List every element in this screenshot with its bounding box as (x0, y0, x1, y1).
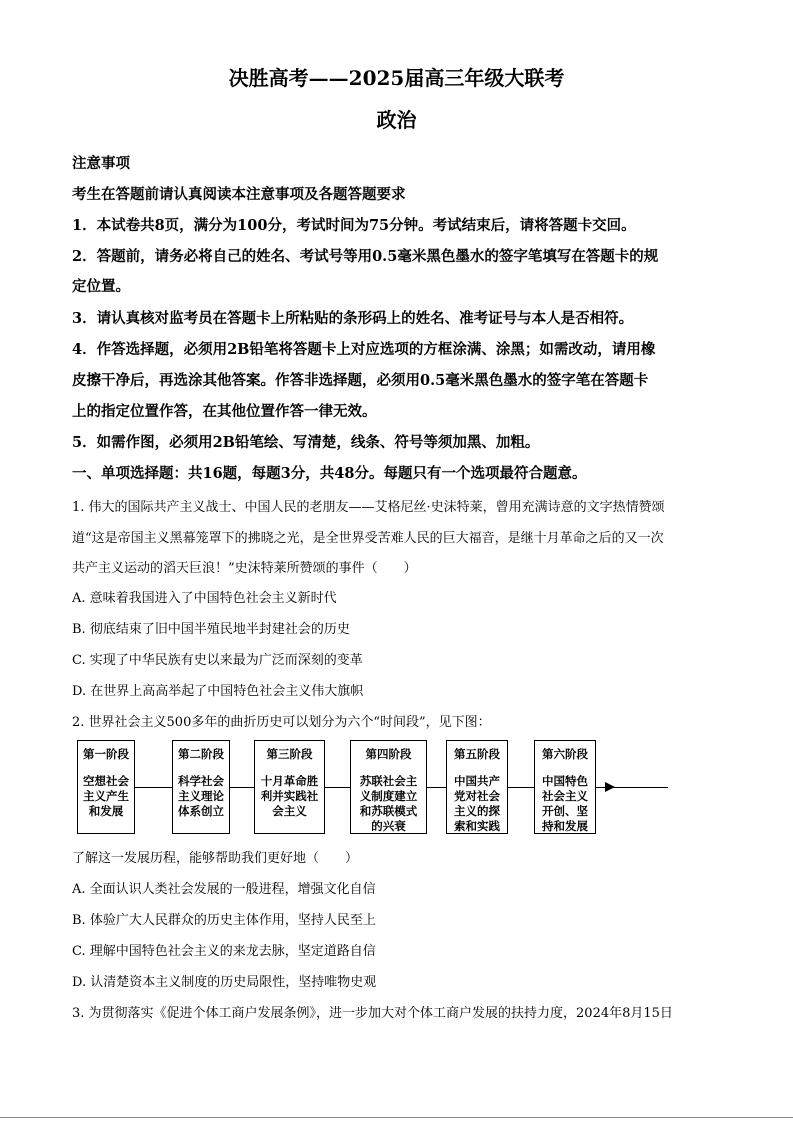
stage-desc: 空想社会 (83, 774, 129, 788)
notice-item: 2．答题前，请务必将自己的姓名、考试号等用0.5毫米黑色墨水的签字笔填写在答题卡的规 (72, 248, 659, 265)
notice-item: 皮擦干净后，再选涂其他答案。作答非选择题，必须用0.5毫米黑色墨水的签字笔在答题卡 (72, 372, 649, 389)
q2-option-d: D. 认清楚资本主义制度的历史局限性，坚持唯物史观 (72, 975, 377, 990)
notice-item: 定位置。 (72, 278, 130, 295)
q2-followup: 了解这一发展历程，能够帮助我们更好地（ ） (72, 851, 359, 866)
stage-desc: 体系创立 (178, 804, 224, 818)
q1-stem: 道“这是帝国主义黑幕笼罩下的拂晓之光，是全世界受苦难人民的巨大福音，是继十月革命之后的又一次 (72, 531, 664, 546)
stage-name: 第二阶段 (178, 747, 224, 761)
stage-diagram (77, 740, 617, 836)
subject-title: 政治 (376, 108, 417, 132)
stage-desc: 主义的探 (454, 804, 500, 818)
stage-desc: 的兴衰 (371, 819, 406, 833)
stage-name: 第六阶段 (542, 747, 588, 761)
stage-box (172, 740, 230, 834)
stage-connector (427, 787, 446, 788)
stage-desc: 会主义 (272, 804, 307, 818)
notice-intro: 考生在答题前请认真阅读本注意事项及各题答题要求 (72, 186, 406, 203)
stage-name: 第三阶段 (266, 747, 313, 761)
stage-name: 第四阶段 (365, 747, 412, 761)
q1-option-c: C. 实现了中华民族有史以来最为广泛而深刻的变革 (72, 653, 363, 668)
stage-desc: 苏联社会主 (359, 774, 418, 788)
exam-title: 决胜高考——2025届高三年级大联考 (228, 66, 565, 90)
stage-desc: 利并实践社 (260, 789, 319, 803)
stage-connector (325, 787, 350, 788)
notice-item: 1．本试卷共8页，满分为100分，考试时间为75分钟。考试结束后，请将答题卡交回。 (72, 217, 636, 234)
section-heading: 一、单项选择题：共16题，每题3分，共48分。每题只有一个选项最符合题意。 (72, 465, 587, 482)
stage-connector (135, 787, 172, 788)
stage-desc: 主义理论 (178, 789, 224, 803)
stage-box (254, 740, 325, 834)
notice-item: 5．如需作图，必须用2B铅笔绘、写清楚，线条、符号等须加黑、加粗。 (72, 434, 540, 451)
notice-item: 4．作答选择题，必须用2B铅笔将答题卡上对应选项的方框涂满、涂黑；如需改动，请用橡 (72, 341, 656, 358)
timeline-arrow-icon (605, 782, 615, 792)
notice-item: 上的指定位置作答，在其他位置作答一律无效。 (72, 403, 377, 420)
stage-desc: 索和实践 (454, 819, 500, 833)
stage-desc: 中国共产 (454, 774, 500, 788)
stage-box (534, 740, 596, 834)
stage-desc: 党对社会 (454, 789, 500, 803)
stage-desc: 义制度建立 (359, 789, 418, 803)
page-bottom-rule (0, 1117, 793, 1118)
stage-box (350, 740, 427, 834)
stage-desc: 主义产生 (83, 789, 129, 803)
notice-item: 3．请认真核对监考员在答题卡上所粘贴的条形码上的姓名、准考证号与本人是否相符。 (72, 310, 634, 327)
q2-stem: 2. 世界社会主义500多年的曲折历史可以划分为六个“时间段”，见下图： (72, 715, 491, 730)
q2-option-b: B. 体验广大人民群众的历史主体作用，坚持人民至上 (72, 913, 376, 928)
stage-name: 第五阶段 (454, 747, 500, 761)
stage-desc: 中国特色 (542, 774, 588, 788)
q2-option-a: A. 全面认识人类社会发展的一般进程，增强文化自信 (72, 882, 376, 897)
stage-name: 第一阶段 (83, 747, 129, 761)
q2-option-c: C. 理解中国特色社会主义的来龙去脉，坚定道路自信 (72, 944, 376, 959)
stage-box (77, 740, 135, 834)
stage-desc: 开创、坚 (542, 804, 588, 818)
stage-connector (230, 787, 254, 788)
stage-desc: 社会主义 (542, 789, 588, 803)
q1-option-b: B. 彻底结束了旧中国半殖民地半封建社会的历史 (72, 622, 350, 637)
q1-stem: 共产主义运动的滔天巨浪！”史沫特莱所赞颂的事件（ ） (72, 561, 417, 576)
stage-desc: 十月革命胜 (260, 774, 319, 788)
stage-desc: 和苏联模式 (359, 804, 418, 818)
stage-box (446, 740, 508, 834)
q1-option-d: D. 在世界上高高举起了中国特色社会主义伟大旗帜 (72, 684, 364, 699)
stage-connector (508, 787, 534, 788)
q1-stem: 1. 伟大的国际共产主义战士、中国人民的老朋友——艾格尼丝·史沫特莱，曾用充满诗意的文字热情赞颂 (72, 500, 665, 515)
stage-desc: 持和发展 (542, 819, 588, 833)
stage-desc: 科学社会 (178, 774, 224, 788)
q3-stem: 3. 为贯彻落实《促进个体工商户发展条例》，进一步加大对个体工商户发展的扶持力度，2024年8月15日 (72, 1006, 673, 1021)
stage-desc: 和发展 (88, 804, 124, 818)
q1-option-a: A. 意味着我国进入了中国特色社会主义新时代 (72, 591, 337, 606)
notice-heading: 注意事项 (72, 155, 130, 172)
